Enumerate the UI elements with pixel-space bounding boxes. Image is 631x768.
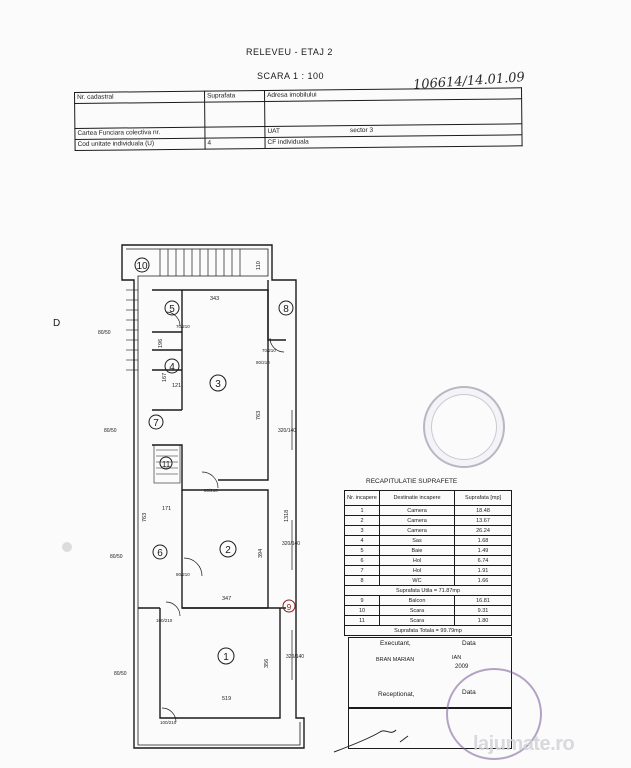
header-suprafata: Suprafata	[204, 91, 264, 103]
table-row: 3 Camera 26.24	[345, 526, 512, 536]
suprafata-totala: Suprafata Totala = 99.79mp	[345, 626, 512, 636]
table-row: 1 Camera 18.48	[345, 506, 512, 516]
dim-394: 394	[258, 548, 264, 558]
dim-356: 356	[264, 658, 270, 668]
recap-title: RECAPITULATIE SUPRAFETE	[366, 478, 458, 485]
window-label: 320/140	[286, 654, 305, 660]
dim-1318: 1318	[284, 509, 290, 522]
header-adresa: Adresa imobilului	[264, 88, 521, 102]
recap-header-destinatie: Destinatie incapere	[380, 491, 455, 506]
room-5-marker	[165, 301, 179, 315]
table-row: 4 Sas 1.68	[345, 536, 512, 546]
exterior-wall	[122, 245, 304, 748]
left-stair-strip	[126, 290, 138, 370]
dim-196: 196	[158, 338, 164, 348]
svg-text:11: 11	[161, 460, 171, 469]
room-3-marker	[210, 375, 226, 391]
document-scale: SCARA 1 : 100	[257, 71, 325, 81]
room-2-marker	[220, 541, 236, 557]
binding-mark: D	[53, 318, 61, 329]
door-label: 70/210	[262, 348, 276, 353]
door-label: 100/210	[156, 618, 173, 623]
watermark-logo: lajumate.ro	[473, 733, 575, 755]
svg-text:5: 5	[169, 304, 175, 315]
receptionat-label: Receptionat,	[378, 691, 415, 698]
handwritten-registration-number: 106614/14.01.09	[412, 70, 526, 93]
window-label: 80/50	[98, 330, 111, 336]
room-4-marker	[165, 359, 179, 373]
room-11-marker	[160, 457, 172, 469]
window-label: 80/50	[110, 554, 123, 560]
cell-empty	[205, 102, 265, 128]
svg-text:10: 10	[136, 261, 148, 272]
room-6-marker	[153, 545, 167, 559]
table-row: 8 WC 1.66	[345, 576, 512, 586]
cell-empty	[75, 102, 205, 128]
dim-519: 519	[222, 696, 232, 702]
table-row: 5 Baie 1.49	[345, 546, 512, 556]
punch-hole	[62, 542, 72, 552]
executant-name: BRAN MARIAN	[376, 657, 415, 663]
svg-text:6: 6	[157, 548, 163, 559]
door-label: 80/210	[256, 360, 270, 365]
floor-plan	[90, 240, 330, 760]
header-nr-cadastral: Nr. cadastral	[75, 91, 205, 103]
table-row: 9 Balcon 16.81	[345, 596, 512, 606]
document-title: RELEVEU - ETAJ 2	[246, 47, 333, 57]
cf-individuala-label: CF individuala	[265, 135, 522, 149]
door-label: 70/210	[176, 324, 190, 329]
dim-171: 171	[162, 506, 172, 512]
room-7-marker	[149, 415, 163, 429]
dim-763: 763	[256, 410, 262, 420]
dim-343: 343	[210, 296, 220, 302]
uat-label: UAT	[267, 127, 280, 135]
recap-header-suprafata: Suprafata [mp]	[455, 491, 512, 506]
cadastral-info-table	[74, 87, 523, 151]
door-label: 80/210	[176, 572, 190, 577]
suprafata-utila: Suprafata Utila = 71.87mp	[345, 586, 512, 596]
recap-header-nr: Nr. incapere	[345, 491, 380, 506]
window-label: 80/50	[114, 671, 127, 677]
window-label: 320/140	[278, 428, 297, 434]
table-row: 10 Scara 9.31	[345, 606, 512, 616]
door-label: 80/210	[204, 488, 218, 493]
dim-167: 167	[162, 372, 168, 382]
window-label: 320/140	[282, 541, 301, 547]
svg-text:2: 2	[225, 545, 231, 556]
official-stamp	[423, 386, 505, 468]
window-label: 80/50	[104, 428, 117, 434]
dim-763-left: 763	[142, 512, 148, 522]
dim-121: 121	[172, 383, 182, 389]
signature-scribble	[330, 718, 450, 758]
executant-date-label: Data	[462, 640, 476, 647]
cod-unitate-label: Cod unitate individuala (U)	[75, 138, 205, 150]
recap-table	[344, 490, 512, 636]
executant-label: Executant,	[380, 640, 411, 647]
room-9-marker	[283, 600, 295, 612]
sector-label: sector 3	[349, 126, 374, 135]
carte-funciara-label: Cartea Funciara colectiva nr.	[75, 127, 205, 139]
room-1-marker	[218, 648, 234, 664]
svg-text:1: 1	[223, 652, 229, 663]
cell-empty	[205, 127, 265, 139]
dim-347: 347	[222, 596, 232, 602]
room-10-marker	[135, 258, 149, 272]
svg-text:3: 3	[215, 379, 221, 390]
table-row: 7 Hol 1.91	[345, 566, 512, 576]
receptionat-date-label: Data	[462, 689, 476, 696]
svg-text:4: 4	[169, 362, 175, 373]
cod-unitate-value: 4	[205, 138, 265, 150]
table-row: 2 Camera 13.67	[345, 516, 512, 526]
door-label: 100/210	[160, 720, 177, 725]
table-row: 6 Hol 6.74	[345, 556, 512, 566]
executant-month: IAN	[452, 655, 462, 661]
dim-110: 110	[256, 261, 262, 270]
room-8-marker	[279, 301, 293, 315]
cell-empty	[265, 99, 522, 127]
svg-text:9: 9	[286, 603, 292, 612]
svg-text:8: 8	[283, 304, 289, 315]
table-row: 11 Scara 1.80	[345, 616, 512, 626]
executant-year: 2009	[455, 664, 469, 670]
svg-text:7: 7	[153, 418, 159, 429]
staircase-10	[160, 249, 240, 276]
